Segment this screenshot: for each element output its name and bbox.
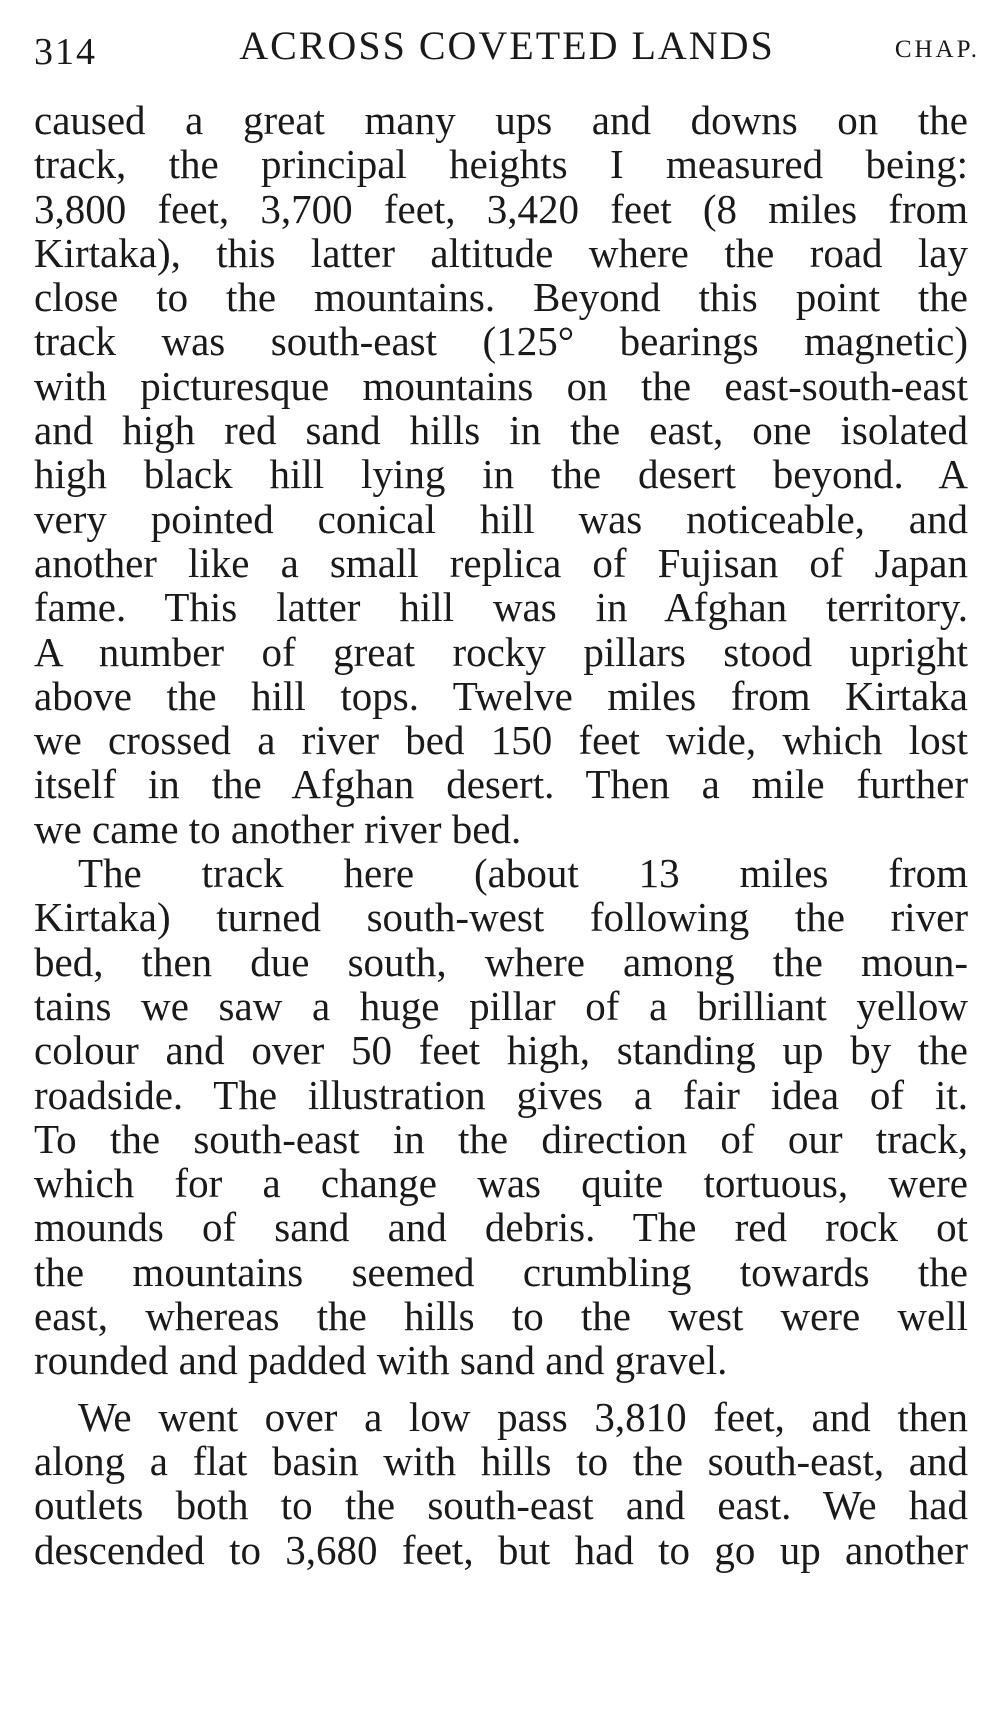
text-line: The track here (about 13 miles from (78, 850, 968, 897)
text-line: A number of great rocky pillars stood upright (34, 628, 968, 675)
text-line: colour and over 50 feet high, standing up by the (34, 1027, 968, 1074)
text-line: east, whereas the hills to the west were well (34, 1293, 968, 1340)
text-line: with picturesque mountains on the east-south-east (34, 362, 968, 409)
text-line: along a flat basin with hills to the south-east, and (34, 1437, 968, 1484)
text-line: outlets both to the south-east and east. We had (34, 1482, 968, 1529)
text-line: we came to another river bed. (34, 805, 522, 852)
paragraph (34, 98, 968, 851)
text-line: We went over a low pass 3,810 feet, and then (78, 1393, 968, 1440)
text-line: above the hill tops. Twelve miles from Kirtaka (34, 672, 968, 719)
text-line: 3,800 feet, 3,700 feet, 3,420 feet (8 miles from (34, 185, 968, 232)
text-line: bed, then due south, where among the moun- (34, 938, 968, 985)
text-line: itself in the Afghan desert. Then a mile further (34, 761, 968, 808)
text-line: high black hill lying in the desert beyond. A (34, 451, 968, 498)
text-line: mounds of sand and debris. The red rock ot (34, 1204, 968, 1251)
text-line: another like a small replica of Fujisan of Japan (34, 539, 968, 586)
paragraph-gap (34, 1383, 968, 1395)
text-line: and high red sand hills in the east, one isolated (34, 407, 968, 454)
text-line: rounded and padded with sand and gravel. (34, 1337, 728, 1384)
running-head (34, 18, 980, 78)
text-line: we crossed a river bed 150 feet wide, which lost (34, 717, 968, 764)
text-line: To the south-east in the direction of our track, (34, 1115, 968, 1162)
text-line: Kirtaka) turned south-west following the river (34, 894, 968, 941)
text-line: which for a change was quite tortuous, were (34, 1160, 968, 1207)
body-text (34, 98, 968, 1572)
text-line: Kirtaka), this latter altitude where the road lay (34, 229, 968, 276)
text-line: close to the mountains. Beyond this point the (34, 274, 968, 321)
text-line: track, the principal heights I measured being: (34, 141, 968, 188)
paragraph (34, 851, 968, 1383)
running-title: ACROSS COVETED LANDS (239, 23, 775, 68)
text-line: roadside. The illustration gives a fair idea of it. (34, 1071, 968, 1118)
chapter-label: CHAP. (894, 36, 980, 63)
text-line: fame. This latter hill was in Afghan territory. (34, 584, 968, 631)
text-line: very pointed conical hill was noticeable, and (34, 495, 968, 542)
text-line: track was south-east (125° bearings magnetic) (34, 318, 968, 365)
text-line: caused a great many ups and downs on the (34, 97, 968, 143)
text-line: the mountains seemed crumbling towards the (34, 1248, 968, 1295)
page-number: 314 (34, 31, 97, 73)
text-line: tains we saw a huge pillar of a brilliant yellow (34, 982, 968, 1029)
text-line: descended to 3,680 feet, but had to go up another (34, 1526, 968, 1573)
paragraph (34, 1395, 968, 1572)
